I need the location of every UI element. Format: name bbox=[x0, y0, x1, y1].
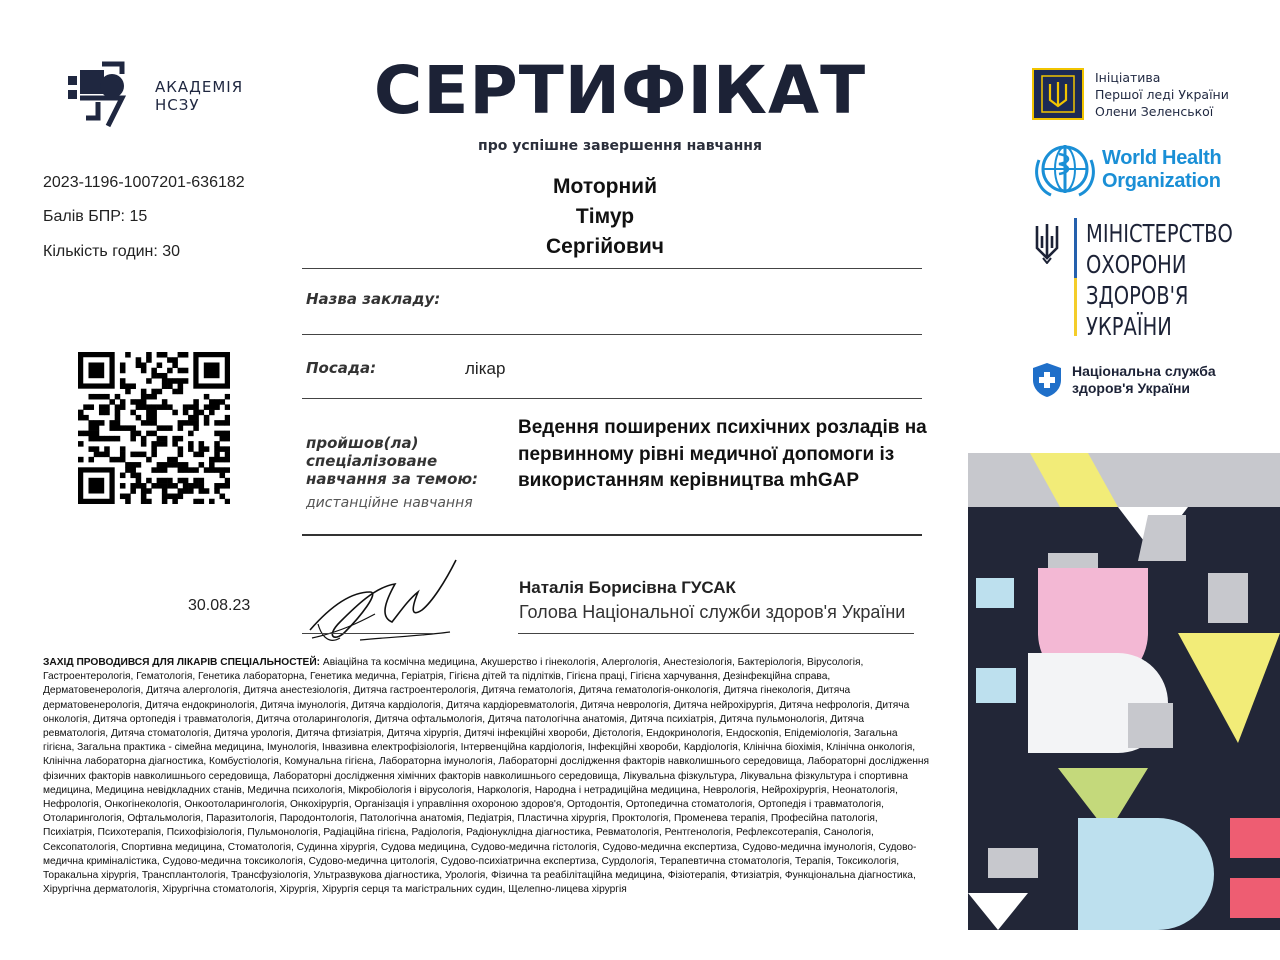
moh-line2: ОХОРОНИ bbox=[1086, 250, 1187, 279]
geometric-pattern-icon bbox=[968, 453, 1280, 930]
divider bbox=[302, 398, 922, 399]
handwritten-signature-icon bbox=[300, 552, 460, 652]
recipient-patronymic: Сергійович bbox=[545, 235, 664, 258]
issue-date: 30.08.23 bbox=[188, 597, 251, 614]
training-format: дистанційне навчання bbox=[306, 495, 473, 511]
moh-emblem bbox=[1033, 222, 1061, 264]
divider bbox=[302, 268, 922, 269]
training-label-line1: пройшов(ла) bbox=[306, 434, 419, 452]
moh-blue-bar bbox=[1074, 218, 1077, 278]
moh-line1: МІНІСТЕРСТВО bbox=[1086, 219, 1233, 248]
moh-line4: УКРАЇНИ bbox=[1086, 312, 1172, 341]
who-globe-icon bbox=[1031, 140, 1099, 198]
nszu-line2: здоров'я України bbox=[1072, 380, 1191, 396]
first-lady-line2: Першої леді України bbox=[1095, 87, 1229, 102]
moh-text bbox=[1086, 218, 1233, 342]
akademia-logo-line1: АКАДЕМІЯ bbox=[155, 78, 244, 96]
certificate-title: СЕРТИФІКАТ bbox=[373, 52, 867, 129]
qr-code-icon bbox=[78, 352, 230, 504]
akademia-logo-line2: НСЗУ bbox=[155, 96, 200, 114]
training-label-line2: спеціалізоване bbox=[306, 452, 438, 470]
trident-icon bbox=[1033, 222, 1061, 264]
certificate-number: 2023-1196-1007201-636182 bbox=[43, 174, 245, 191]
divider bbox=[302, 534, 922, 536]
points-count: Балів БПР: 15 bbox=[43, 208, 148, 225]
training-label-line3: навчання за темою: bbox=[306, 470, 479, 488]
first-lady-line3: Олени Зеленської bbox=[1095, 104, 1214, 119]
certificate-subtitle: про успішне завершення навчання bbox=[478, 138, 762, 154]
position-value: лікар bbox=[465, 359, 506, 378]
akademia-logo-text bbox=[155, 78, 243, 114]
first-lady-line1: Ініціатива bbox=[1095, 70, 1161, 85]
nszu-emblem bbox=[1032, 362, 1062, 398]
institution-label: Назва закладу: bbox=[306, 290, 441, 308]
decorative-pattern bbox=[968, 453, 1280, 930]
training-label bbox=[306, 434, 478, 488]
recipient-first-name: Тімур bbox=[575, 205, 635, 228]
hours-count: Кількість годин: 30 bbox=[43, 243, 181, 260]
specialties-lead: ЗАХІД ПРОВОДИВСЯ ДЛЯ ЛІКАРІВ СПЕЦІАЛЬНОСТЕЙ: bbox=[43, 657, 321, 668]
who-line2: Organization bbox=[1102, 170, 1221, 192]
nszu-line1: Національна служба bbox=[1072, 363, 1216, 379]
moh-line3: ЗДОРОВ'Я bbox=[1086, 281, 1189, 310]
shield-cross-icon bbox=[1032, 362, 1062, 398]
training-topic: Ведення поширених психічних розладів на первинному рівні медичної допомоги із використанням керівництва mhGAP bbox=[518, 417, 927, 491]
who-emblem bbox=[1031, 140, 1099, 198]
qr-code[interactable] bbox=[78, 352, 230, 504]
trident-icon bbox=[1034, 70, 1082, 118]
who-line1: World Health bbox=[1102, 147, 1222, 169]
specialties-list bbox=[43, 656, 931, 897]
position-label: Посада: bbox=[306, 359, 377, 377]
signature-line bbox=[302, 633, 434, 634]
signer-name: Наталія Борисівна ГУСАК bbox=[519, 578, 736, 597]
first-lady-emblem bbox=[1032, 68, 1084, 120]
moh-yellow-bar bbox=[1074, 278, 1077, 336]
recipient-last-name: Моторний bbox=[553, 175, 657, 198]
first-lady-text bbox=[1095, 69, 1229, 120]
nszu-text bbox=[1072, 363, 1216, 397]
specialties-text: Авіаційна та космічна медицина, Акушерство і гінекологія, Алергологія, Анестезіологія, Бактеріологія, Вірусологія, Гастроентерологія, Гематологія, Генетика лабораторна, Генетика медична, Геріатрія, Гігієна дітей та підлітків, Гігієна праці, Гігієна харчування, Дезінфекційна справа, Дерматовенерологія, Дитяча алергологія, Дитяча анестезіологія, Дитяча гастроентерологія, Дитяча гематологія, Дитяча гематологія-онкологія, Дитяча гінекологія, Дитяча дерматовенерологія, Дитяча ендокринологія, Дитяча імунологія, Дитяча кардіологія, Дитяча кардіоревматологія, Дитяча неврологія, Дитяча нейрохірургія, Дитяча нефрологія, Дитяча онкологія, Дитяча ортопедія і травматологія, Дитяча отоларингологія, Дитяча офтальмологія, Дитяча патологічна анатомія, Дитяча психіатрія, Дитяча пульмонологія, Дитяча ревматологія, Дитяча стоматологія, Дитяча урологія, Дитяча фтизіатрія, Дитяча хірургія, Дитячі інфекційні хвороби, Дієтологія, Ендокринологія, Ендоскопія, Епідеміологія, Загальна гігієна, Загальна практика - сімейна медицина, Імунологія, Інвазивна електрофізіологія, Інтервенційна кардіологія, Інфекційні хвороби, Кардіологія, Клінічна біохімія, Клінічна онкологія, Клінічна лабораторна діагностика, Комбустіологія, Комунальна гігієна, Лабораторна імунологія, Лабораторні дослідження факторів навколишнього середовища, Лабораторні дослідження фізичних факторів навколишнього середовища, Лабораторні дослідження хімічних факторів навколишнього середовища, Лікувальна фізкультура, Лікувальна фізкультура і спортивна медицина, Медицина невідкладних станів, Медична психологія, Мікробіологія і вірусологія, Наркологія, Народна і нетрадиційна медицина, Неврологія, Нейрохірургія, Неонатологія, Нефрологія, Онкогінекологія, Онкоотоларингологія, Онкохірургія, Організація і управління охороною здоров'я, Ортодонтія, Ортопедична стоматологія, Ортопедія і травматологія, Отоларингологія, Офтальмологія, Паразитологія, Пародонтологія, Патологічна анатомія, Педіатрія, Пластична хірургія, Проктологія, Променева терапія, Професійна патологія, Психіатрія, Психотерапія, Психофізіологія, Пульмонологія, Радіаційна гігієна, Радіологія, Радіонуклідна діагностика, Ревматологія, Рентгенологія, Рефлексотерапія, Санологія, Сексопатологія, Спортивна медицина, Стоматологія, Судинна хірургія, Судова медицина, Судово-медична гістологія, Судово-медична експертиза, Судово-медична імунологія, Судово-медична криміналістика, Судово-медична токсикологія, Судово-медична цитологія, Судово-психіатрична експертиза, Сурдологія, Терапевтична стоматологія, Терапія, Токсикологія, Торакальна хірургія, Трансплантологія, Трансфузіологія, Ультразвукова діагностика, Урологія, Фізична та реабілітаційна медицина, Фізіотерапія, Фтизіатрія, Функціональна діагностика, Хірургічна дерматологія, Хірургічна стоматологія, Хірургія, Хірургія серця та магістральних судин, Щелепно-лицева хірургія bbox=[43, 657, 930, 896]
signature bbox=[300, 552, 460, 652]
who-text bbox=[1102, 147, 1221, 193]
divider bbox=[518, 633, 914, 634]
divider bbox=[302, 334, 922, 335]
akademia-logo-icon bbox=[64, 60, 164, 132]
signer-title: Голова Національної служби здоров'я України bbox=[519, 602, 906, 622]
